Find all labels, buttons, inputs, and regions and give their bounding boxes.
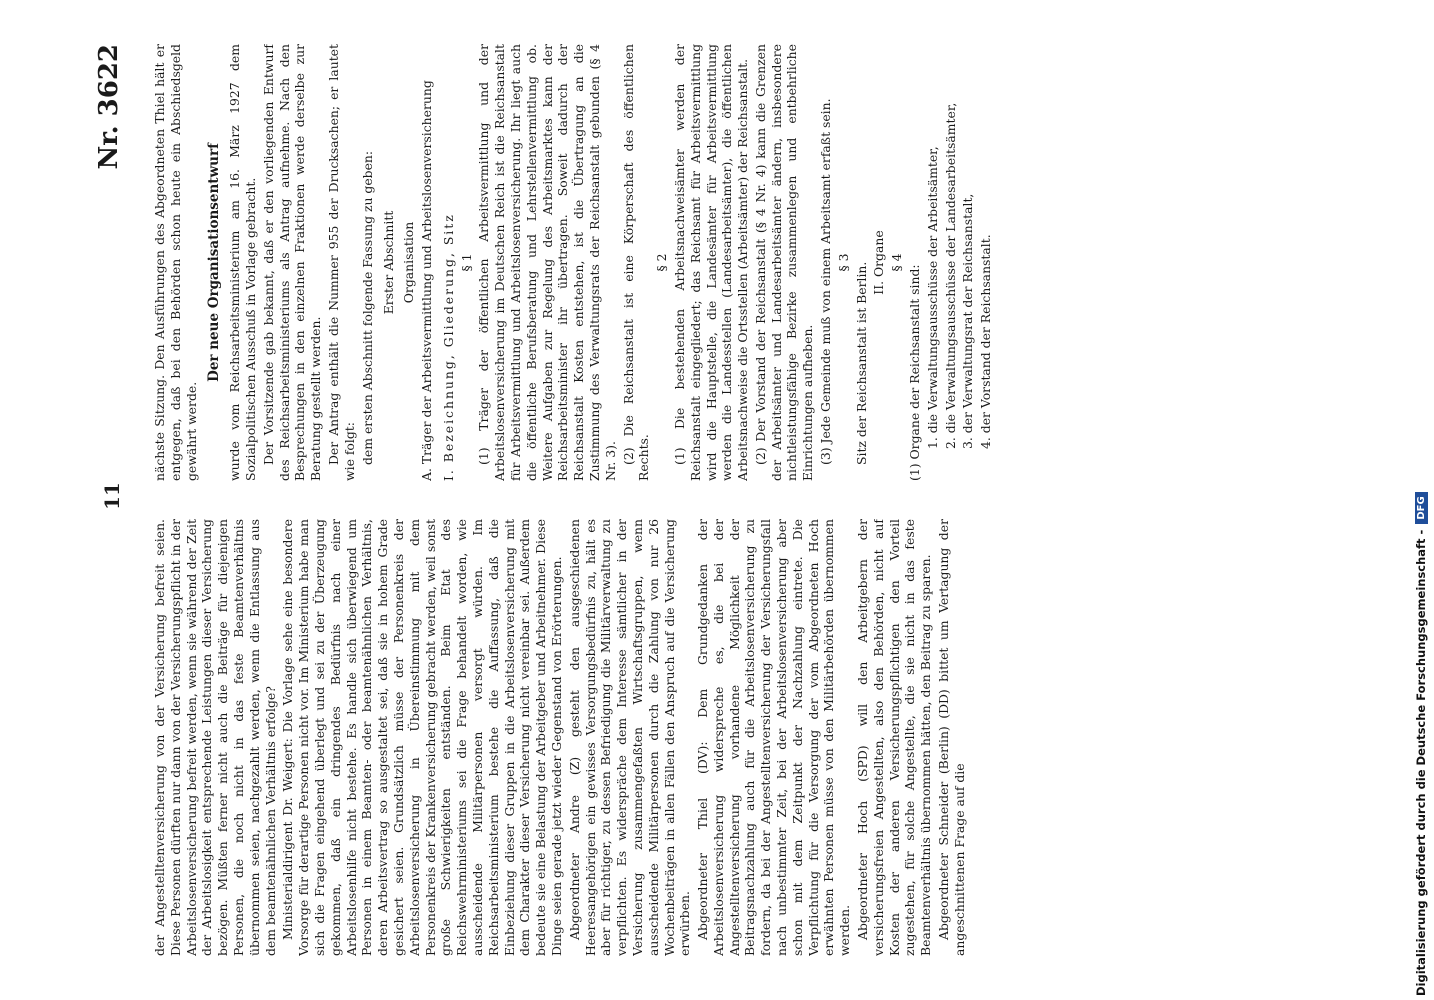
paragraph-label: § 4 [889, 253, 905, 272]
chapter-heading: Erster Abschnitt [381, 210, 397, 315]
paragraph: (2) Der Vorstand der Reichsanstalt (§ 4 Nr. 4) kann die Grenzen der Arbeitsämter und Landesarbeitsämter ändern, insbesondere nichtleistungsfähige Bezirke zusammenlegen und entbehrliche Einrichtungen aufheben. [752, 44, 816, 481]
part-heading: A. Träger der Arbeitsvermittlung und Arbeitslosenversicherung [418, 80, 434, 481]
digitization-credit [1392, 8, 1434, 998]
paragraph: (2) Die Reichsanstalt ist eine Körperschaft des öffentlichen Rechts. [620, 44, 652, 481]
paragraph: Der Vorsitzende gab bekannt, daß er den vorliegenden Entwurf des Reichsarbeitsministeriums als Antrag aufnehme. Nach den Besprechungen in den einzelnen Fraktionen werde derselbe zur Beratung gestellt werden. [260, 44, 324, 481]
right-column [152, 44, 1302, 481]
part-heading: I. Bezeichnung, Gliederung, Sitz [440, 213, 456, 481]
paragraph: Ministerialdirigent Dr. Weigert: Die Vorlage sehe eine besondere Vorsorge für derartige Personen nicht vor. Im Ministerium habe man sich die Fragen eingehend überlegt und sei zu der Überzeugung gekommen, daß ein dringendes Bedürfnis nach einer Arbeitslosenhilfe nicht bestehe. Es handle sich überwiegend um Personen in einem Beamten- oder beamtenähnlichen Verhältnis, deren Arbeitsvertrag so ausgestaltet sei, daß sie in hohem Grade gesichert seien. Grundsätzlich müsse der Personenkreis der Arbeitslosenversicherung in Übereinstimmung mit dem Personenkreis der Krankenversicherung gebracht werden, weil sonst große Schwierigkeiten entständen. Beim Etat des Reichswehrministeriums sei die Frage behandelt worden, wie ausscheidende Militärpersonen versorgt würden. Im Reichsarbeitsministerium bestehe die Auffassung, daß die Einbeziehung dieser Gruppen in die Arbeitslosenversicherung mit dem Charakter dieser Versicherung nicht vereinbar sei. Außerdem bedeute sie eine Belastung der Arbeitgeber und Arbeitnehmer. Diese Dinge seien gerade jetzt wieder Gegenstand von Erörterungen. [280, 519, 564, 956]
paragraph: Abgeordneter Andre (Z) gesteht den ausgeschiedenen Heeresangehörigen ein gewisses Versorgungsbedürfnis zu, hält es aber für richtiger, zu dessen Befriedigung die Militärverwaltung zu verpflichten. Es widerspräche dem Interesse sämtlicher in der Versicherung zusammengefaßten Wirtschaftsgruppen, wenn ausscheidende Militärpersonen durch die Zahlung von nur 26 Wochenbeiträgen in allen Fällen den Anspruch auf die Versicherung erwürben. [566, 519, 693, 956]
paragraph: Der Antrag enthält die Nummer 955 der Drucksachen; er lautet wie folgt: [325, 44, 357, 481]
paragraph-label: § 3 [835, 253, 851, 272]
list-item: 4. der Vorstand der Reichsanstalt. [978, 234, 994, 449]
credit-line [1400, 6, 1434, 996]
paragraph: Abgeordneter Thiel (DV): Dem Grundgedanken der Arbeitslosenversicherung widerspreche es, die bei der Angestelltenversicherung vorhandene Möglichkeit der Beitragsnachzahlung auch für die Arbeitslosenversicherung zu fordern, da bei der Angestelltenversicherung der Versicherungsfall nach unbestimmter Zeit, bei der Arbeitslosenversicherung aber schon mit dem Zeitpunkt der Nachzahlung eintrete. Die Verpflichtung für die Versorgung der vom Abgeordneten Hoch erwähnten Personen müsse von den Militärbehörden übernommen werden. [695, 519, 853, 956]
list-item: 3. der Verwaltungsrat der Reichsanstalt, [960, 193, 976, 449]
section-heading: Der neue Organisationsentwurf [206, 143, 223, 382]
chapter-subheading: Organisation [401, 221, 417, 304]
list-item: 2. die Verwaltungsausschüsse der Landesarbeitsämter, [942, 102, 958, 449]
paragraph-label: § 2 [654, 253, 670, 272]
paragraph: (1) Organe der Reichsanstalt sind: [907, 264, 923, 481]
dfg-logo: DFG [1415, 492, 1428, 523]
text-columns [152, 44, 1302, 956]
document-number: Nr. 3622 [94, 44, 124, 170]
paragraph: Sitz der Reichsanstalt ist Berlin. [853, 261, 869, 465]
page-number: 11 [100, 482, 124, 510]
paragraph: (3) Jede Gemeinde muß von einem Arbeitsamt erfaßt sein. [818, 98, 834, 465]
paragraph-label: § 1 [458, 253, 474, 272]
paragraph: Abgeordneter Hoch (SPD) will den Arbeitgebern der versicherungsfreien Angestellten, also den Behörden, nicht auf Kosten der anderen Versicherungspflichtigen den Vorteil zugestehen, für solche Angestellte, die sie nicht in das feste Beamtenverhältnis übernommen hätten, den Beitrag zu sparen. [855, 519, 934, 956]
list-item: 1. die Verwaltungsausschüsse der Arbeitsämter, [924, 146, 940, 449]
paragraph: der Angestelltenversicherung von der Versicherung befreit seien. Diese Personen dürften nur dann von der Versicherungspflicht in der Arbeitslosenversicherung befreit werden, wenn sie während der Zeit der Arbeitslosigkeit entsprechende Leistungen dieser Versicherung bezögen. Müßten ferner nicht auch die Beiträge für diejenigen Personen, die noch nicht in das feste Beamtenverhältnis übernommen seien, nachgezahlt werden, wenn die Entlassung aus dem beamtenähnlichen Verhältnis erfolge? [152, 519, 278, 956]
paragraph: Abgeordneter Schneider (Berlin) (DD) bittet um Vertagung der angeschnittenen Frage auf die [936, 519, 967, 956]
left-column [152, 519, 1302, 956]
credit-text: Digitalisierung gefördert durch die Deutsche Forschungsgemeinschaft - [1414, 529, 1428, 996]
paragraph: wurde vom Reichsarbeitsministerium am 16. März 1927 dem Sozialpolitischen Ausschuß in Vorlage gebracht. [227, 44, 258, 481]
paragraph: (1) Träger der öffentlichen Arbeitsvermittlung und der Arbeitslosenversicherung im Deutschen Reich ist die Reichsanstalt für Arbeitsvermittlung und Arbeitslosenversicherung. Ihr liegt auch die öffentliche Berufsberatung und Lehrstellenvermittlung ob. Weitere Aufgaben zur Regelung des Arbeitsmarktes kann der Reichsarbeitsminister ihr übertragen. Soweit dadurch der Reichsanstalt Kosten entstehen, ist die Übertragung an die Zustimmung des Verwaltungsrats der Reichsanstalt gebunden (§ 4 Nr. 3). [476, 44, 618, 481]
intro-paragraph: nächste Sitzung. Den Ausführungen des Abgeordneten Thiel hält er entgegen, daß bei den Behörden schon heute ein Abschiedsgeld gewährt werde. [152, 44, 199, 481]
page-header [92, 44, 152, 956]
paragraph: dem ersten Abschnitt folgende Fassung zu geben: [359, 150, 375, 465]
paragraph: (1) Die bestehenden Arbeitsnachweisämter werden der Reichsanstalt eingegliedert; das Reichsamt für Arbeitsvermittlung wird die Hauptstelle, die Landesämter für Arbeitsvermittlung werden die Landesstellen (Landesarbeitsämter), die öffentlichen Arbeitsnachweise die Ortsstellen (Arbeitsämter) der Reichsanstalt. [671, 44, 751, 481]
document-page [52, 0, 1372, 1000]
part-heading: II. Organe [871, 230, 887, 295]
